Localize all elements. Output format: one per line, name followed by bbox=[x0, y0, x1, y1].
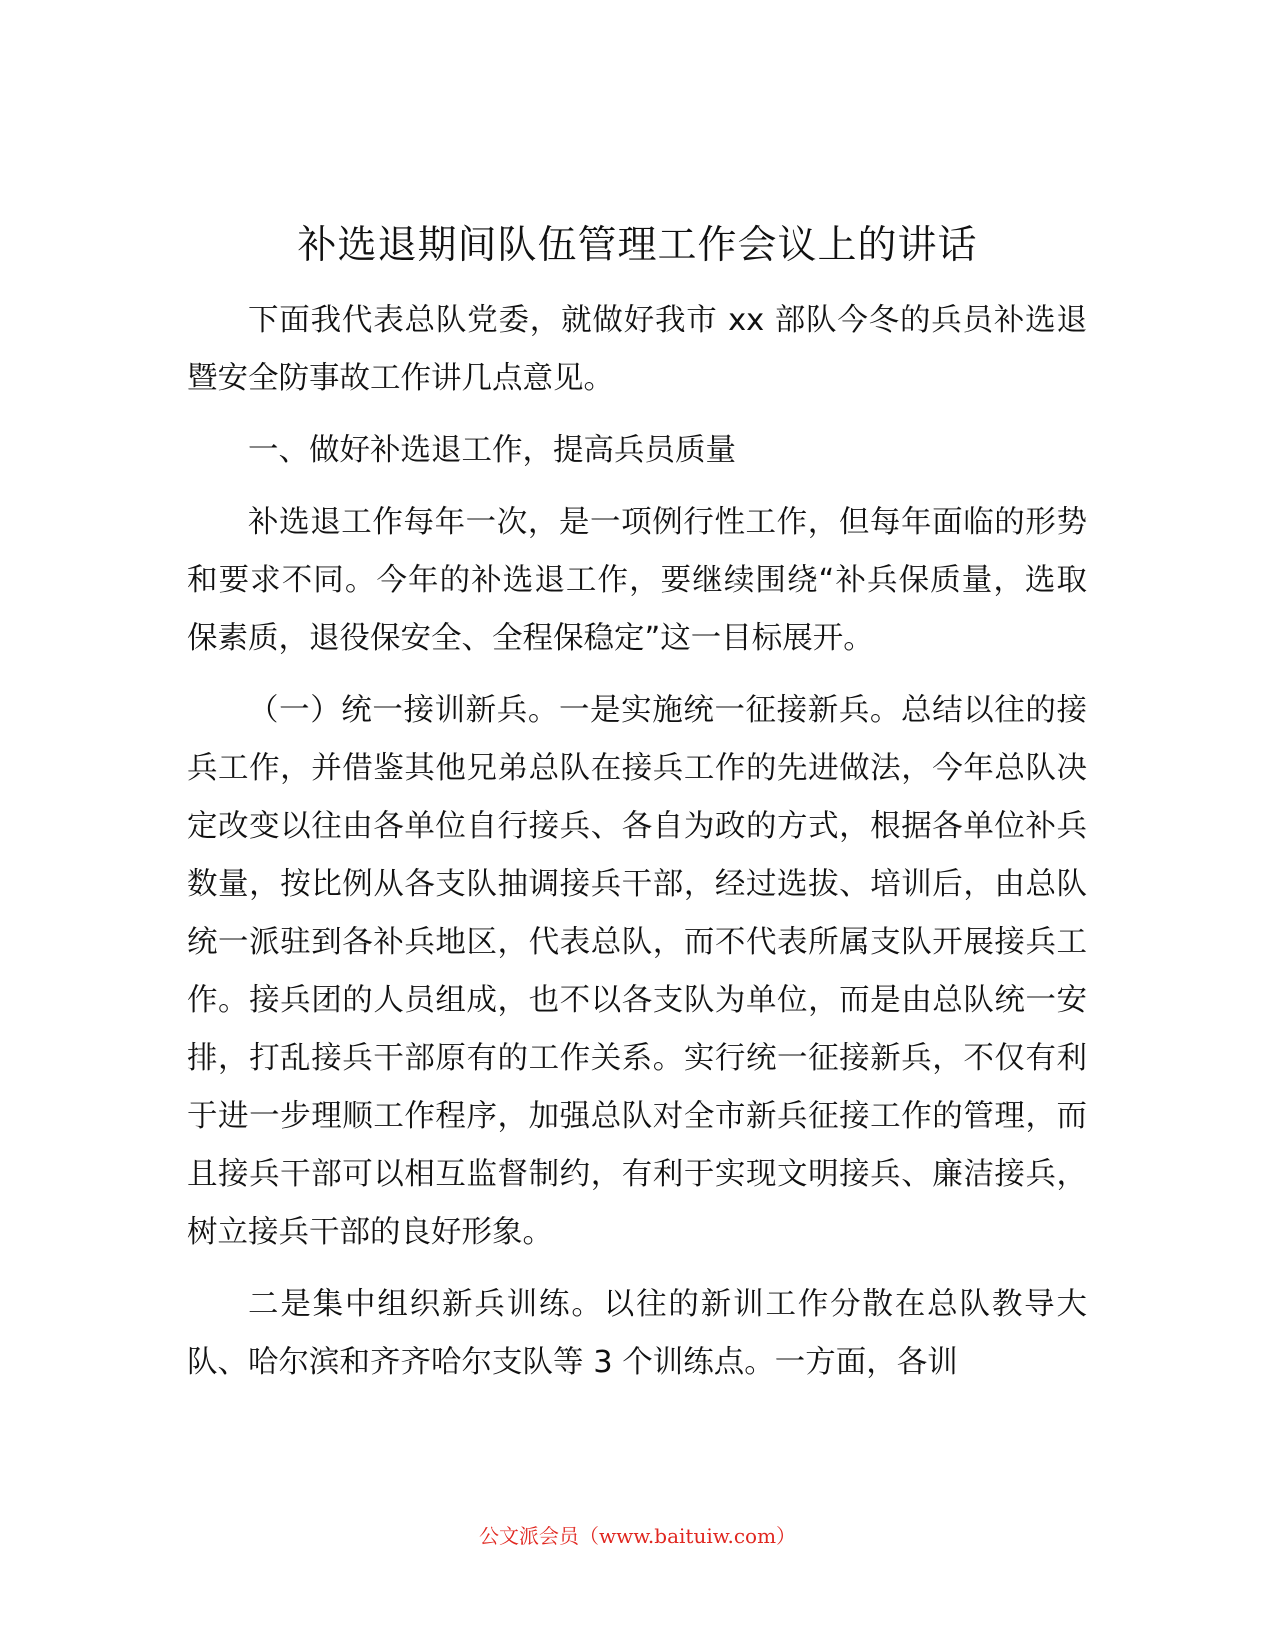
section-heading-1: 一、做好补选退工作，提高兵员质量 bbox=[248, 433, 736, 468]
paragraph-intro: 下面我代表总队党委，就做好我市 xx 部队今冬的兵员补选退暨安全防事故工作讲几点意见。 bbox=[187, 303, 1087, 396]
document-title: 补选退期间队伍管理工作会议上的讲话 bbox=[297, 223, 978, 268]
footer-watermark: 公文派会员（www.baituiw.com） bbox=[478, 1524, 797, 1548]
document-body bbox=[187, 292, 1087, 1406]
paragraph-2: 补选退工作每年一次，是一项例行性工作，但每年面临的形势和要求不同。今年的补选退工作，要继续围绕“补兵保质量，选取保素质，退役保安全、全程保稳定”这一目标展开。 bbox=[187, 505, 1087, 656]
paragraph-3: （一）统一接训新兵。一是实施统一征接新兵。总结以往的接兵工作，并借鉴其他兄弟总队在接兵工作的先进做法，今年总队决定改变以往由各单位自行接兵、各自为政的方式，根据各单位补兵数量，按比例从各支队抽调接兵干部，经过选拔、培训后，由总队统一派驻到各补兵地区，代表总队，而不代表所属支队开展接兵工作。接兵团的人员组成，也不以各支队为单位，而是由总队统一安排，打乱接兵干部原有的工作关系。实行统一征接新兵，不仅有利于进一步理顺工作程序，加强总队对全市新兵征接工作的管理，而且接兵干部可以相互监督制约，有利于实现文明接兵、廉洁接兵，树立接兵干部的良好形象。 bbox=[187, 693, 1087, 1250]
paragraph-4: 二是集中组织新兵训练。以往的新训工作分散在总队教导大队、哈尔滨和齐齐哈尔支队等 3 个训练点。一方面，各训 bbox=[187, 1287, 1087, 1380]
